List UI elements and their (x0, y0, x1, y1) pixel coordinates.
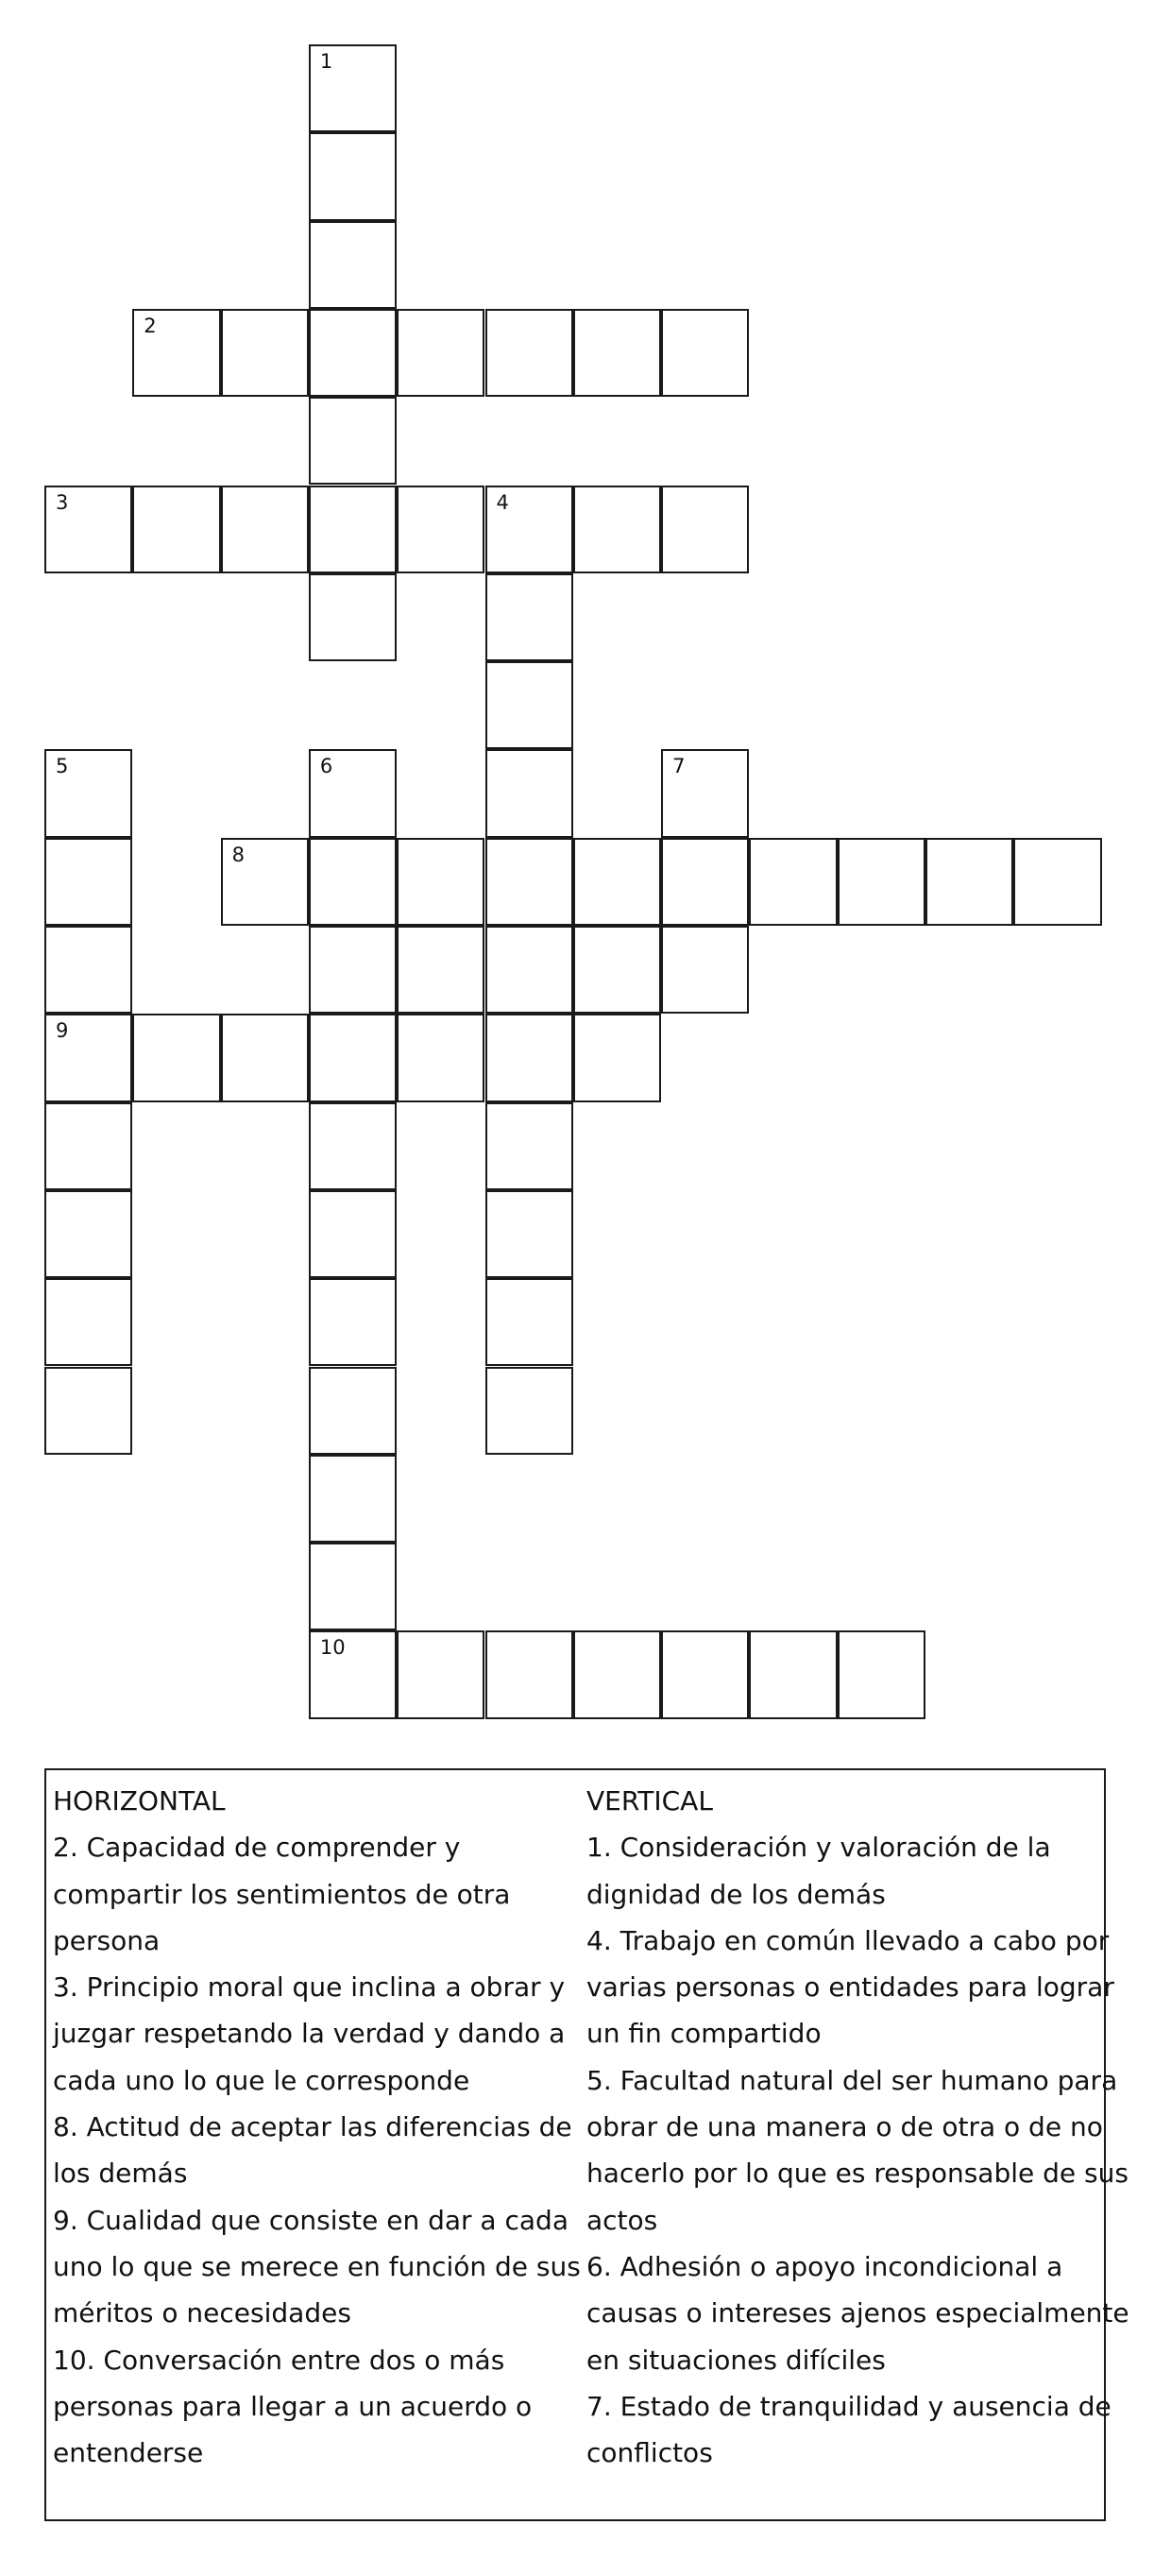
crossword-cell[interactable] (485, 838, 573, 926)
crossword-cell[interactable] (485, 926, 573, 1014)
clue-line: conflictos (586, 2437, 713, 2469)
clue-line: uno lo que se merece en función de sus (53, 2250, 581, 2282)
crossword-cell[interactable] (221, 838, 309, 926)
crossword-cell[interactable] (44, 838, 132, 926)
crossword-cell[interactable] (221, 486, 309, 573)
crossword-cell[interactable] (661, 749, 749, 837)
clue-number: 3 (56, 490, 69, 514)
crossword-cell[interactable] (925, 838, 1013, 926)
crossword-cell[interactable] (661, 309, 749, 397)
clue-line: compartir los sentimientos de otra (53, 1878, 511, 1910)
crossword-cell[interactable] (221, 309, 309, 397)
crossword-cell[interactable] (44, 1190, 132, 1278)
crossword-cell[interactable] (132, 1014, 220, 1101)
vertical-clues (586, 1778, 1129, 2476)
crossword-cell[interactable] (661, 486, 749, 573)
crossword-cell[interactable] (573, 838, 661, 926)
clue-line: juzgar respetando la verdad y dando a (53, 2018, 566, 2050)
clue-line: 6. Adhesión o apoyo incondicional a (586, 2250, 1063, 2282)
crossword-cell[interactable] (44, 926, 132, 1014)
crossword-cell[interactable] (309, 397, 397, 485)
clue-line: 5. Facultad natural del ser humano para (586, 2064, 1118, 2096)
crossword-cell[interactable] (221, 1014, 309, 1101)
crossword-cell[interactable] (485, 661, 573, 749)
clue-number: 5 (56, 755, 69, 778)
crossword-cell[interactable] (309, 1102, 397, 1190)
crossword-cell[interactable] (397, 1014, 484, 1101)
crossword-cell[interactable] (309, 1367, 397, 1455)
crossword-cell[interactable] (309, 221, 397, 309)
clue-line: personas para llegar a un acuerdo o (53, 2390, 533, 2422)
clue-line: 10. Conversación entre dos o más (53, 2344, 505, 2376)
clue-line: dignidad de los demás (586, 1878, 886, 1910)
vertical-heading: VERTICAL (586, 1785, 713, 1817)
clue-line: en situaciones difíciles (586, 2344, 886, 2376)
crossword-cell[interactable] (309, 573, 397, 661)
clue-line: méritos o necesidades (53, 2297, 351, 2329)
crossword-cell[interactable] (44, 1278, 132, 1366)
crossword-cell[interactable] (749, 1630, 837, 1718)
crossword-cell[interactable] (309, 486, 397, 573)
clue-number: 7 (672, 755, 686, 778)
crossword-cell[interactable] (309, 749, 397, 837)
crossword-cell[interactable] (485, 309, 573, 397)
crossword-cell[interactable] (573, 486, 661, 573)
crossword-cell[interactable] (1013, 838, 1101, 926)
crossword-cell[interactable] (485, 1367, 573, 1455)
crossword-cell[interactable] (397, 926, 484, 1014)
clue-line: 7. Estado de tranquilidad y ausencia de (586, 2390, 1112, 2422)
clue-line: los demás (53, 2158, 188, 2190)
horizontal-heading: HORIZONTAL (53, 1785, 226, 1817)
crossword-cell[interactable] (397, 309, 484, 397)
clue-line: obrar de una manera o de otra o de no (586, 2111, 1103, 2143)
crossword-cell[interactable] (44, 1367, 132, 1455)
crossword-cell[interactable] (309, 1455, 397, 1543)
clue-line: 4. Trabajo en común llevado a cabo por (586, 1924, 1110, 1956)
crossword-cell[interactable] (485, 573, 573, 661)
clue-line: causas o intereses ajenos especialmente (586, 2297, 1129, 2329)
clue-number: 10 (319, 1636, 346, 1660)
crossword-cell[interactable] (485, 749, 573, 837)
crossword-cell[interactable] (44, 486, 132, 573)
clues-box (44, 1768, 1129, 2521)
crossword-cell[interactable] (485, 1190, 573, 1278)
crossword-cell[interactable] (573, 1014, 661, 1101)
crossword-cell[interactable] (838, 1630, 925, 1718)
crossword-cell[interactable] (309, 44, 397, 132)
crossword-cell[interactable] (309, 926, 397, 1014)
crossword-cell[interactable] (838, 838, 925, 926)
crossword-cell[interactable] (573, 926, 661, 1014)
crossword-cell[interactable] (485, 1014, 573, 1101)
crossword-cell[interactable] (661, 926, 749, 1014)
crossword-cell[interactable] (485, 486, 573, 573)
crossword-cell[interactable] (573, 309, 661, 397)
crossword-cell[interactable] (309, 309, 397, 397)
clue-number: 6 (319, 755, 333, 778)
crossword-cell[interactable] (309, 1278, 397, 1366)
crossword-cell[interactable] (132, 486, 220, 573)
clue-line: un fin compartido (586, 2018, 822, 2050)
crossword-cell[interactable] (44, 1102, 132, 1190)
clue-line: actos (586, 2204, 658, 2236)
crossword-cell[interactable] (485, 1278, 573, 1366)
clue-line: entenderse (53, 2437, 204, 2469)
crossword-cell[interactable] (397, 838, 484, 926)
horizontal-clues (53, 1778, 582, 2476)
crossword-cell[interactable] (397, 1630, 484, 1718)
crossword-cell[interactable] (573, 1630, 661, 1718)
crossword-cell[interactable] (661, 1630, 749, 1718)
crossword-cell[interactable] (132, 309, 220, 397)
crossword-cell[interactable] (309, 1543, 397, 1630)
crossword-cell[interactable] (485, 1102, 573, 1190)
clue-line: cada uno lo que le corresponde (53, 2064, 470, 2096)
clue-line: 8. Actitud de aceptar las diferencias de (53, 2111, 572, 2143)
clue-number: 4 (496, 490, 509, 514)
crossword-cell[interactable] (397, 486, 484, 573)
crossword-cell[interactable] (661, 838, 749, 926)
clue-number: 8 (231, 843, 245, 866)
clue-line: varias personas o entidades para lograr (586, 1971, 1114, 2004)
crossword-cell[interactable] (309, 838, 397, 926)
clue-line: 2. Capacidad de comprender y (53, 1832, 461, 1864)
crossword-cell[interactable] (309, 1014, 397, 1101)
clue-line: 3. Principio moral que inclina a obrar y (53, 1971, 566, 2004)
clue-line: 9. Cualidad que consiste en dar a cada (53, 2204, 569, 2236)
clue-line: 1. Consideración y valoración de la (586, 1832, 1051, 1864)
crossword-cell[interactable] (44, 1014, 132, 1101)
clue-number: 9 (56, 1019, 69, 1043)
clue-number: 1 (319, 50, 333, 73)
crossword-cell[interactable] (309, 1190, 397, 1278)
crossword-cell[interactable] (309, 132, 397, 220)
crossword-cell[interactable] (309, 1630, 397, 1718)
clue-line: persona (53, 1924, 161, 1956)
clue-line: hacerlo por lo que es responsable de sus (586, 2158, 1129, 2190)
crossword-cell[interactable] (749, 838, 837, 926)
crossword-cell[interactable] (485, 1630, 573, 1718)
crossword-cell[interactable] (44, 749, 132, 837)
clue-number: 2 (144, 314, 157, 337)
